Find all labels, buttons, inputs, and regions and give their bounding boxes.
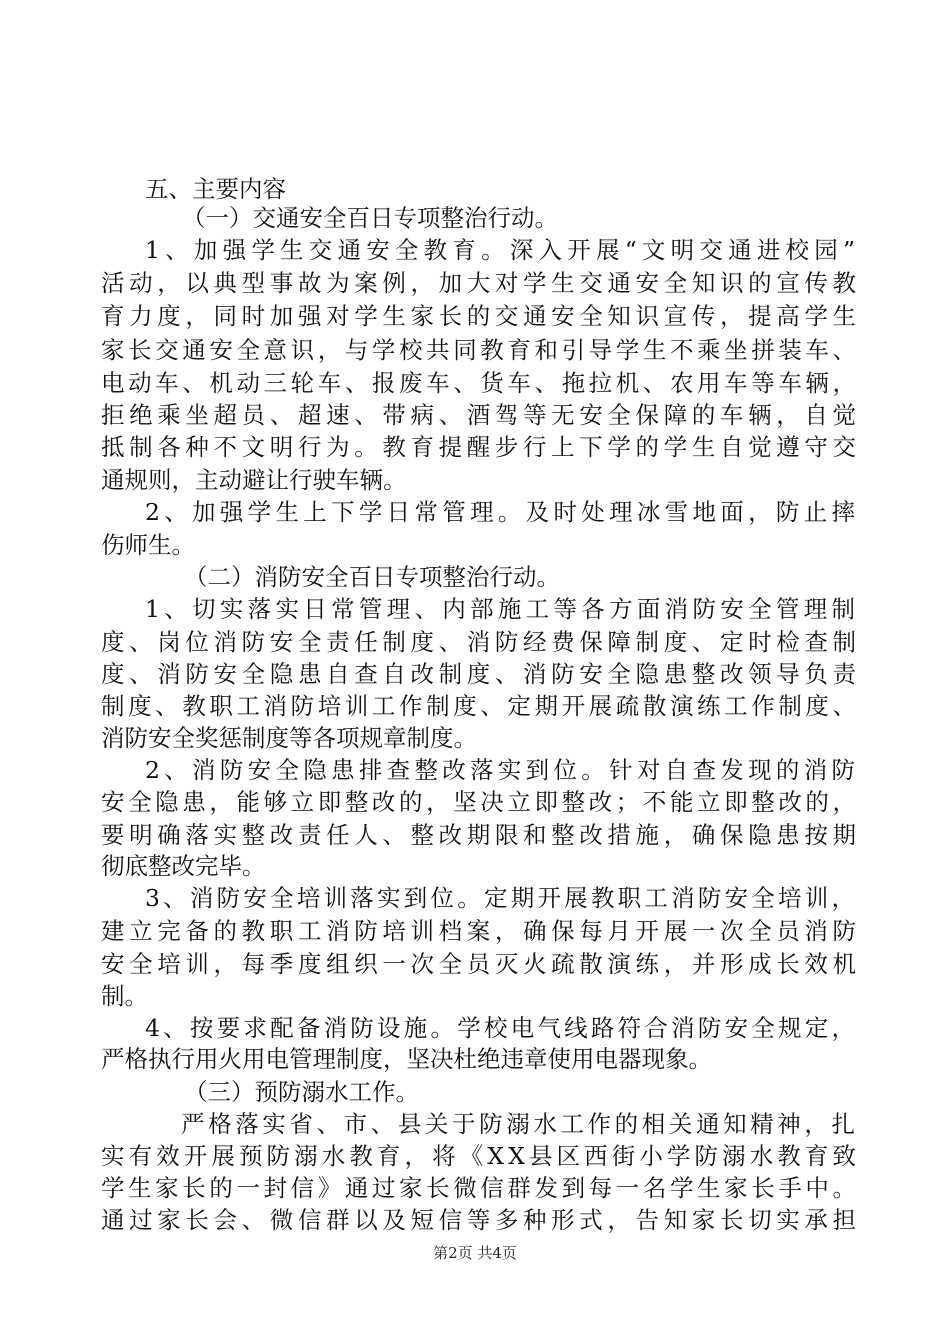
text-line: 安全培训，每季度组织一次全员灭火疏散演练，并形成长效机 xyxy=(101,950,861,978)
text-line: （一）交通安全百日专项整治行动。 xyxy=(182,204,558,232)
text-line: 建立完备的教职工消防培训档案，确保每月开展一次全员消防 xyxy=(101,917,861,945)
text-line: 实有效开展预防溺水教育，将《XX县区西街小学防溺水教育致 xyxy=(101,1142,861,1170)
text-line: 安全隐患，能够立即整改的，坚决立即整改；不能立即整改的， xyxy=(101,788,860,816)
text-line: 4、按要求配备消防设施。学校电气线路符合消防安全规定， xyxy=(145,1014,859,1042)
text-line: 通过家长会、微信群以及短信等多种形式，告知家长切实承担 xyxy=(101,1206,861,1234)
text-line: 2、加强学生上下学日常管理。及时处理冰雪地面，防止摔 xyxy=(145,498,860,526)
text-line: 彻底整改完毕。 xyxy=(101,852,266,880)
text-line: 度、岗位消防安全责任制度、消防经费保障制度、定时检查制 xyxy=(101,628,861,656)
text-line: 五、主要内容 xyxy=(145,175,286,203)
text-line: （三）预防溺水工作。 xyxy=(184,1078,419,1106)
text-line: 3、消防安全培训落实到位。定期开展教职工消防安全培训， xyxy=(145,884,859,912)
text-line: 通规则，主动避让行驶车辆。 xyxy=(101,466,407,494)
text-line: 1、加强学生交通安全教育。深入开展“文明交通进校园” xyxy=(145,236,861,264)
text-line: 严格执行用火用电管理制度，坚决杜绝违章使用电器现象。 xyxy=(101,1045,712,1073)
text-line: 伤师生。 xyxy=(101,531,195,559)
text-line: （二）消防安全百日专项整治行动。 xyxy=(184,563,560,591)
text-line: 学生家长的一封信》通过家长微信群发到每一名学生家长手中。 xyxy=(101,1174,860,1202)
text-line: 1、切实落实日常管理、内部施工等各方面消防安全管理制 xyxy=(145,595,860,623)
text-line: 家长交通安全意识，与学校共同教育和引导学生不乘坐拼装车、 xyxy=(101,336,860,364)
text-line: 抵制各种不文明行为。教育提醒步行上下学的学生自觉遵守交 xyxy=(101,433,861,461)
text-line: 拒绝乘坐超员、超速、带病、酒驾等无安全保障的车辆，自觉 xyxy=(101,401,861,429)
text-line: 制度、教职工消防培训工作制度、定期开展疏散演练工作制度、 xyxy=(101,692,860,720)
text-line: 2、消防安全隐患排查整改落实到位。针对自查发现的消防 xyxy=(145,756,860,784)
page-footer: 第2页 共4页 xyxy=(433,1244,517,1262)
text-line: 严格落实省、市、县关于防溺水工作的相关通知精神，扎 xyxy=(181,1110,859,1138)
text-line: 消防安全奖惩制度等各项规章制度。 xyxy=(101,724,477,752)
text-line: 制。 xyxy=(101,982,148,1010)
text-line: 育力度，同时加强对学生家长的交通安全知识宣传，提高学生 xyxy=(101,302,861,330)
text-line: 度、消防安全隐患自查自改制度、消防安全隐患整改领导负责 xyxy=(101,660,861,688)
text-line: 要明确落实整改责任人、整改期限和整改措施，确保隐患按期 xyxy=(101,821,861,849)
text-line: 电动车、机动三轮车、报废车、货车、拖拉机、农用车等车辆， xyxy=(101,369,860,397)
text-line: 活动，以典型事故为案例，加大对学生交通安全知识的宣传教 xyxy=(101,269,861,297)
